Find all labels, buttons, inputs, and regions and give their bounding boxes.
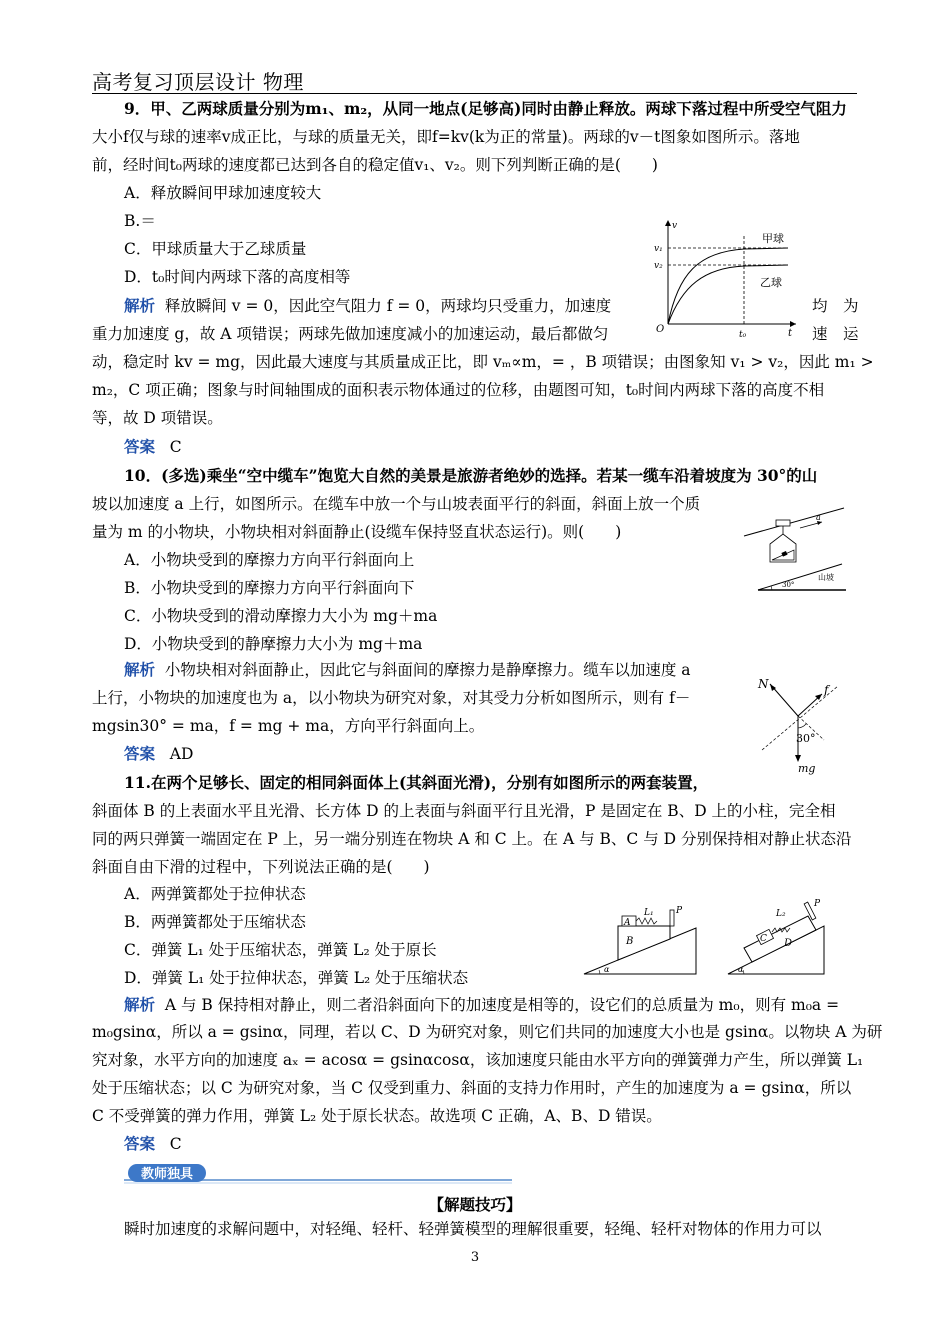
graph-t-label: t: [788, 328, 793, 339]
q9-line-1: 9．甲、乙两球质量分别为m₁、m₂，从同一地点(足够高)同时由静止释放。两球下落过程中所受空气阻力: [124, 99, 847, 118]
cablecar-a-label: a: [816, 513, 821, 522]
explanation-label: 解析: [124, 296, 156, 315]
q11-line-3: 同的两只弹簧一端固定在 P 上，另一端分别连在物块 A 和 C 上。在 A 与 B、C 与 D 分别保持相对静止状态沿: [92, 830, 852, 848]
fig-label-l1: L₁: [644, 908, 654, 918]
fig-alpha-1: α: [604, 965, 610, 974]
q11-line-2: 斜面体 B 的上表面水平且光滑、长方体 D 的上表面与斜面平行且光滑，P 是固定在 B、D 上的小柱，完全相: [92, 802, 836, 820]
graph-v-label: v: [672, 221, 678, 231]
q11-explanation-line-3: 究对象，水平方向的加速度 aₓ = acosα = gsinαcosα，该加速度只能由水平方向的弹簧弹力产生，所以弹簧 L₁: [92, 1051, 864, 1069]
q9-explanation-line-3: 动，稳定时 kv = mg，因此最大速度与其质量成正比，即 vₘ∝m，= ，B 项错误；由图象知 v₁ > v₂，因此 m₁ >: [92, 353, 874, 371]
explanation-label: 解析: [124, 660, 156, 679]
q11-option-a: A．两弹簧都处于拉伸状态: [124, 885, 306, 903]
q10-force-diagram: [748, 668, 848, 776]
cablecar-angle-label: 30°: [782, 581, 795, 589]
q9-option-a: A．释放瞬间甲球加速度较大: [124, 184, 322, 202]
q11-answer-value: C: [169, 1135, 182, 1153]
explanation-label: 解析: [124, 995, 156, 1014]
fig-label-d: D: [784, 938, 793, 949]
q11-line-1: 11.在两个足够长、固定的相同斜面体上(其斜面光滑)，分别有如图所示的两套装置，: [124, 773, 709, 792]
answer-label: 答案: [124, 437, 156, 456]
tips-line-1: 瞬时加速度的求解问题中，对轻绳、轻杆、轻弹簧模型的理解很重要，轻绳、轻杆对物体的作用力可以: [124, 1220, 822, 1238]
q10-line-3: 量为 m 的小物块，小物块相对斜面静止(设缆车保持竖直状态运行)。则( ): [92, 523, 622, 541]
page-header: 高考复习顶层设计 物理: [92, 70, 304, 94]
page-number: 3: [470, 1250, 480, 1265]
graph-t0-label: t₀: [739, 330, 747, 340]
q9-explanation-line-5: 等，故 D 项错误。: [92, 409, 223, 427]
teacher-only-badge: [124, 1162, 514, 1186]
q9-answer-value: C: [169, 438, 182, 456]
q9-exp-2b: 速 运: [812, 325, 859, 343]
graph-jia-label: 甲球: [762, 232, 784, 245]
fig-label-c: C: [760, 934, 767, 944]
header-rule: [92, 93, 857, 94]
force-mg-label: mg: [798, 762, 816, 775]
q11-line-4: 斜面自由下滑的过程中，下列说法正确的是( ): [92, 858, 430, 876]
q11-option-b: B．两弹簧都处于压缩状态: [124, 913, 306, 931]
fig-label-l2: L₂: [776, 909, 786, 919]
q9-explanation-line-1: [124, 296, 611, 316]
answer-label: 答案: [124, 1134, 156, 1153]
fig-label-b: B: [626, 936, 634, 947]
q9-option-d: D．t₀时间内两球下落的高度相等: [124, 268, 351, 286]
force-n-label: N: [758, 677, 769, 691]
q10-option-c: C．小物块受到的滑动摩擦力大小为 mg＋ma: [124, 607, 438, 625]
q9-line-2: 大小f仅与球的速率v成正比，与球的质量无关，即f=kv(k为正的常量)。两球的v－t图象如图所示。落地: [92, 128, 800, 146]
q11-answer: [124, 1134, 182, 1154]
q11-explanation-line-5: C 不受弹簧的弹力作用，弹簧 L₂ 处于原长状态。故选项 C 正确，A、B、D 错误。: [92, 1107, 662, 1125]
q9-exp-1a: 释放瞬间 v = 0，因此空气阻力 f = 0，两球均只受重力，加速度: [164, 297, 612, 315]
cablecar-slope-label: 山坡: [818, 573, 834, 582]
answer-label: 答案: [124, 744, 156, 763]
q10-cablecar-figure: [742, 506, 850, 596]
q9-explanation-line-4: m₂，C 项正确；图象与时间轴围成的面积表示物体通过的位移，由题图可知，t₀时间内两球下落的高度不相: [92, 381, 825, 399]
q10-explanation-line-3: mgsin30° = ma，f = mg + ma，方向平行斜面向上。: [92, 717, 485, 735]
force-angle-label: 30°: [796, 732, 816, 745]
q11-explanation-line-4: 处于压缩状态；以 C 为研究对象，当 C 仅受到重力、斜面的支持力作用时，产生的加速度为 a = gsinα，所以: [92, 1079, 852, 1097]
fig-label-p2: P: [814, 899, 821, 909]
graph-origin-label: O: [656, 324, 665, 335]
q10-option-d: D．小物块受到的静摩擦力大小为 mg＋ma: [124, 635, 423, 653]
tips-title: 【解题技巧】: [428, 1195, 522, 1214]
q9-option-b: B.＝: [124, 212, 156, 230]
q11-explanation-line-2: m₀gsinα，所以 a = gsinα，同理，若以 C、D 为研究对象，则它们共同的加速度大小也是 gsinα。以物块 A 为研: [92, 1023, 883, 1041]
q9-option-c: C．甲球质量大于乙球质量: [124, 240, 307, 258]
q11-exp-1: A 与 B 保持相对静止，则二者沿斜面向下的加速度是相等的，设它们的总质量为 m₀，则有 m₀a =: [164, 996, 840, 1014]
q10-answer: [124, 744, 193, 764]
q9-line-3: 前，经时间t₀两球的速度都已达到各自的稳定值v₁、v₂。则下列判断正确的是( ): [92, 156, 658, 174]
graph-v1-label: v₁: [654, 244, 663, 254]
q10-explanation-line-2: 上行，小物块的加速度也为 a，以小物块为研究对象，对其受力分析如图所示，则有 f－: [92, 689, 691, 707]
graph-yi-label: 乙球: [760, 276, 782, 289]
fig-alpha-2: α: [738, 965, 744, 974]
fig-label-a: A: [624, 918, 631, 928]
teacher-badge-label: 教师独具: [140, 1167, 194, 1182]
q9-vt-graph: [648, 216, 800, 340]
q9-answer: [124, 437, 182, 457]
q11-explanation-line-1: [124, 995, 839, 1015]
q10-line-1: 10．(多选)乘坐“空中缆车”饱览大自然的美景是旅游者绝妙的选择。若某一缆车沿着坡度为 30°的山: [124, 466, 818, 485]
q11-option-c: C．弹簧 L₁ 处于压缩状态，弹簧 L₂ 处于原长: [124, 941, 437, 959]
q10-option-a: A．小物块受到的摩擦力方向平行斜面向上: [124, 551, 415, 569]
q10-exp-1: 小物块相对斜面静止，因此它与斜面间的摩擦力是静摩擦力。缆车以加速度 a: [164, 661, 691, 679]
q11-option-d: D．弹簧 L₁ 处于拉伸状态，弹簧 L₂ 处于压缩状态: [124, 969, 469, 987]
q10-option-b: B．小物块受到的摩擦力方向平行斜面向下: [124, 579, 415, 597]
fig-label-p1: P: [676, 906, 683, 916]
force-f-label: f: [824, 683, 829, 697]
q11-incline-figures: [580, 898, 852, 978]
q9-exp-2a: 重力加速度 g，故 A 项错误；两球先做加速度减小的加速运动，最后都做匀: [92, 325, 609, 343]
graph-v2-label: v₂: [654, 261, 663, 271]
q10-explanation-line-1: [124, 660, 691, 680]
q9-exp-1b: 均 为: [812, 297, 859, 315]
q10-answer-value: AD: [169, 745, 194, 763]
q10-line-2: 坡以加速度 a 上行，如图所示。在缆车中放一个与山坡表面平行的斜面，斜面上放一个质: [92, 495, 701, 513]
